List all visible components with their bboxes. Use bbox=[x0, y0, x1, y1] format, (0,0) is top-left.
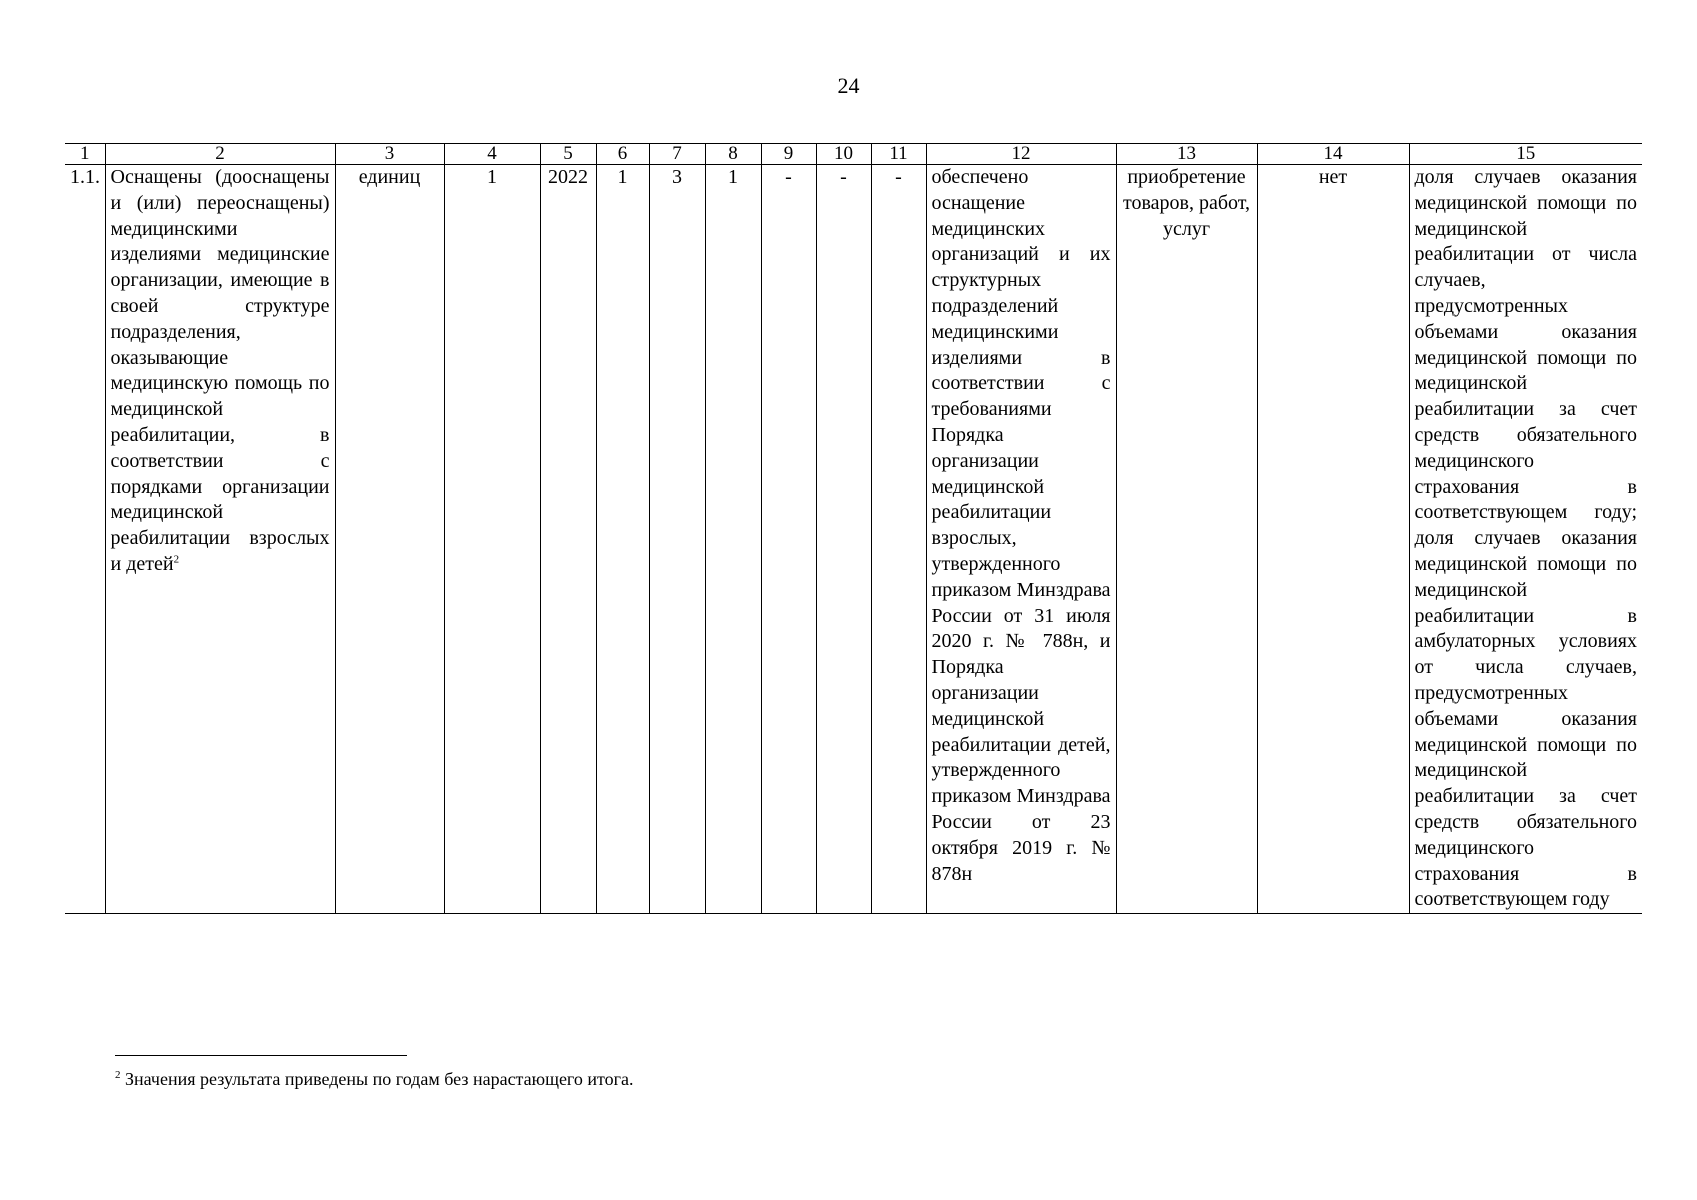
column-header: 8 bbox=[705, 144, 761, 165]
indicators-cell: доля случаев оказания медицинской помощи по медицинской реабилитации от числа случаев, предусмотренных объемами оказания медицинской помощи по медицинской реабилитации за счет средств обязательного медицинского страхования в соответствующем году; доля случаев оказания медицинской помощи по медицинской реабилитации в амбулаторных условиях от числа случаев, предусмотренных объемами оказания медицинской помощи по медицинской реабилитации за счет средств обязательного медицинского страхования в соответствующем году bbox=[1409, 165, 1642, 914]
result-cell bbox=[105, 165, 335, 914]
footnote-number: 2 bbox=[115, 1069, 121, 1081]
unit-cell: единиц bbox=[335, 165, 444, 914]
results-table bbox=[65, 143, 1642, 914]
footnote-text: Значения результата приведены по годам без нарастающего итога. bbox=[125, 1069, 634, 1089]
row-number: 1.1. bbox=[65, 165, 105, 914]
type-cell: приобретение товаров, работ, услуг bbox=[1116, 165, 1257, 914]
column-header: 5 bbox=[540, 144, 596, 165]
value-cell: 1 bbox=[705, 165, 761, 914]
page-number: 24 bbox=[837, 73, 860, 98]
column-header: 14 bbox=[1257, 144, 1409, 165]
column-number-row bbox=[65, 144, 1642, 165]
footnote-divider bbox=[115, 1055, 407, 1056]
value-cell: 1 bbox=[596, 165, 649, 914]
column-header: 12 bbox=[926, 144, 1116, 165]
column-header: 7 bbox=[649, 144, 705, 165]
value-cell: - bbox=[816, 165, 871, 914]
column-header: 6 bbox=[596, 144, 649, 165]
value-cell: 3 bbox=[649, 165, 705, 914]
column-header: 9 bbox=[761, 144, 816, 165]
value-cell: 1 bbox=[444, 165, 540, 914]
column-header: 3 bbox=[335, 144, 444, 165]
flag-cell: нет bbox=[1257, 165, 1409, 914]
column-header: 10 bbox=[816, 144, 871, 165]
value-cell: - bbox=[761, 165, 816, 914]
value-cell: - bbox=[871, 165, 926, 914]
year-cell: 2022 bbox=[540, 165, 596, 914]
column-header: 15 bbox=[1409, 144, 1642, 165]
column-header: 11 bbox=[871, 144, 926, 165]
result-text: Оснащены (дооснащены и (или) переоснащены) медицинскими изделиями медицинские организации, имеющие в своей структуре подразделения, оказывающие медицинскую помощь по медицинской реабилитации, в соответствии с порядками организации медицинской реабилитации взрослых и детей bbox=[110, 166, 330, 575]
column-header: 1 bbox=[65, 144, 105, 165]
column-header: 4 bbox=[444, 144, 540, 165]
column-header: 13 bbox=[1116, 144, 1257, 165]
column-header: 2 bbox=[105, 144, 335, 165]
footnote bbox=[115, 1068, 634, 1090]
table-row bbox=[65, 165, 1642, 914]
characteristic-cell: обеспечено оснащение медицинских организаций и их структурных подразделений медицинскими изделиями в соответствии с требованиями Порядка организации медицинской реабилитации взрослых, утвержденного приказом Минздрава России от 31 июля 2020 г. № 788н, и Порядка организации медицинской реабилитации детей, утвержденного приказом Минздрава России от 23 октября 2019 г. № 878н bbox=[926, 165, 1116, 914]
footnote-mark: 2 bbox=[173, 553, 180, 566]
